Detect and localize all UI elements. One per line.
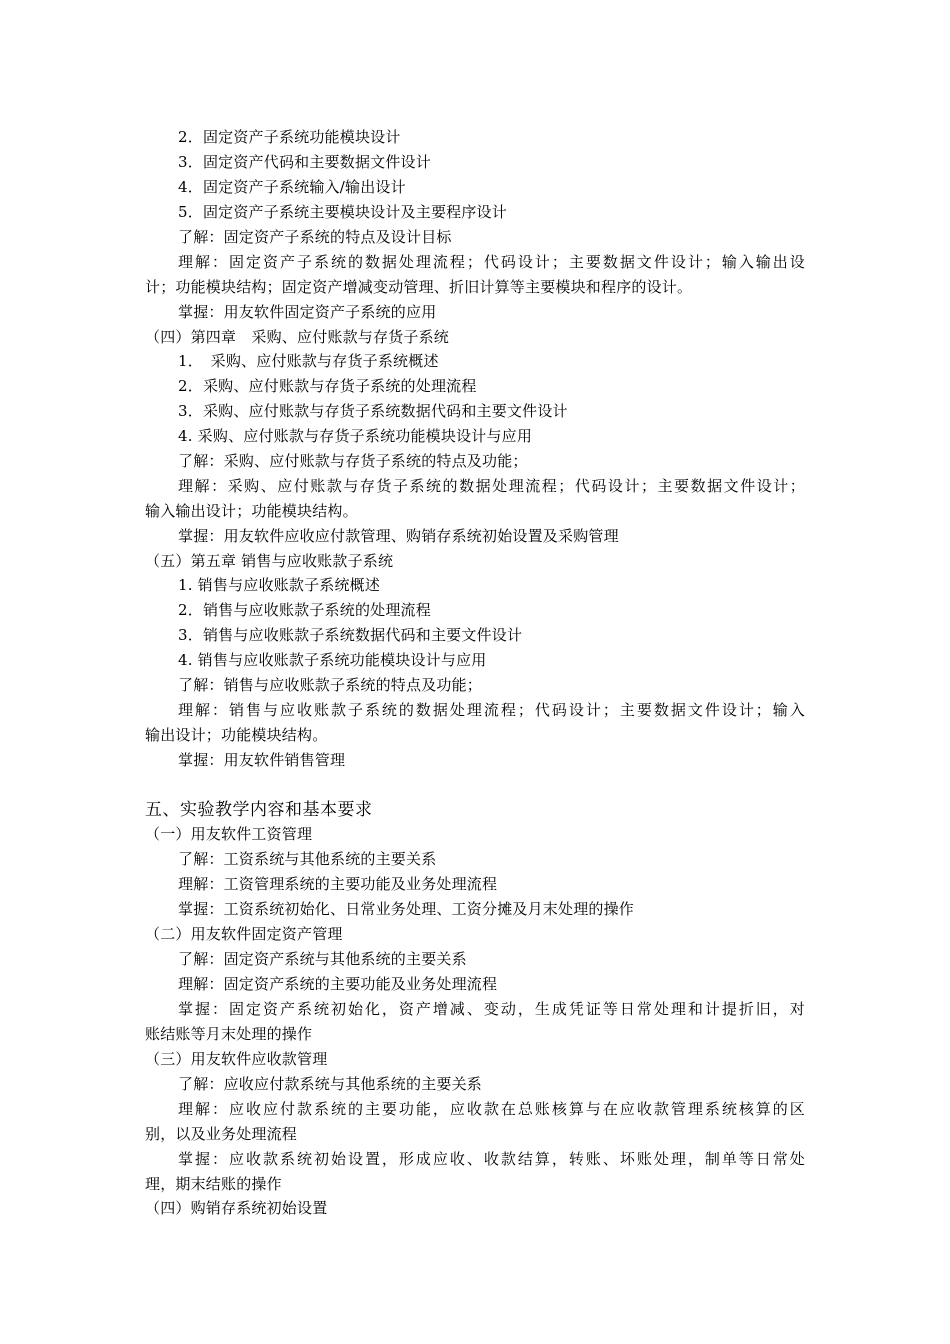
requirement-master: 掌握：用友软件固定资产子系统的应用 [178,303,437,321]
requirement-understand: 了解：固定资产子系统的特点及设计目标 [178,228,452,246]
list-item: 2．销售与应收账款子系统的处理流程 [178,601,431,619]
list-item: 4. 销售与应收账款子系统功能模块设计与应用 [178,651,487,669]
requirement-master: 掌握：工资系统初始化、日常业务处理、工资分摊及月末处理的操作 [178,900,635,918]
chapter-heading: （五）第五章 销售与应收账款子系统 [145,552,394,570]
requirement-comprehend-cont: 别，以及业务处理流程 [145,1125,298,1143]
list-item: 4．固定资产子系统输入/输出设计 [178,178,406,196]
list-item: 2．固定资产子系统功能模块设计 [178,128,401,146]
list-item: 1． 采购、应付账款与存货子系统概述 [178,352,439,370]
list-item: 3．采购、应付账款与存货子系统数据代码和主要文件设计 [178,402,568,420]
list-item: 4. 采购、应付账款与存货子系统功能模块设计与应用 [178,427,533,445]
requirement-master-cont: 账结账等月末处理的操作 [145,1025,313,1043]
requirement-master: 掌握：用友软件应收应付款管理、购销存系统初始设置及采购管理 [178,527,619,545]
list-item: 5．固定资产子系统主要模块设计及主要程序设计 [178,203,507,221]
requirement-comprehend: 理解：采购、应付账款与存货子系统的数据处理流程；代码设计；主要数据文件设计； [178,477,805,495]
requirement-comprehend-cont: 输出设计；功能模块结构。 [145,726,328,744]
requirement-master: 掌握：固定资产系统初始化，资产增减、变动，生成凭证等日常处理和计提折旧，对 [178,1000,805,1018]
requirement-comprehend-cont: 计；功能模块结构；固定资产增减变动管理、折旧计算等主要模块和程序的设计。 [145,278,693,296]
requirement-master-cont: 理，期末结账的操作 [145,1175,282,1193]
list-item: 2．采购、应付账款与存货子系统的处理流程 [178,377,477,395]
requirement-understand: 了解：销售与应收账款子系统的特点及功能； [178,676,483,694]
requirement-comprehend-cont: 输入输出设计；功能模块结构。 [145,502,358,520]
requirement-master: 掌握：用友软件销售管理 [178,751,346,769]
chapter-heading: （四）第四章 采购、应付账款与存货子系统 [145,328,450,346]
subsection-heading: （三）用友软件应收款管理 [145,1050,328,1068]
requirement-comprehend: 理解：固定资产子系统的数据处理流程；代码设计；主要数据文件设计；输入输出设 [178,253,805,271]
subsection-heading: （二）用友软件固定资产管理 [145,925,343,943]
requirement-comprehend: 理解：销售与应收账款子系统的数据处理流程；代码设计；主要数据文件设计；输入 [178,701,805,719]
list-item: 1. 销售与应收账款子系统概述 [178,576,381,594]
list-item: 3．固定资产代码和主要数据文件设计 [178,153,431,171]
requirement-master: 掌握：应收款系统初始设置，形成应收、收款结算，转账、坏账处理，制单等日常处 [178,1150,805,1168]
requirement-understand: 了解：采购、应付账款与存货子系统的特点及功能； [178,452,528,470]
section-heading: 五、实验教学内容和基本要求 [145,800,373,820]
requirement-comprehend: 理解：固定资产系统的主要功能及业务处理流程 [178,975,498,993]
requirement-understand: 了解：工资系统与其他系统的主要关系 [178,850,437,868]
list-item: 3．销售与应收账款子系统数据代码和主要文件设计 [178,626,523,644]
requirement-comprehend: 理解：应收应付款系统的主要功能，应收款在总账核算与在应收款管理系统核算的区 [178,1100,805,1118]
subsection-heading: （四）购销存系统初始设置 [145,1199,328,1217]
requirement-understand: 了解：应收应付款系统与其他系统的主要关系 [178,1075,483,1093]
requirement-comprehend: 理解：工资管理系统的主要功能及业务处理流程 [178,875,498,893]
subsection-heading: （一）用友软件工资管理 [145,825,313,843]
requirement-understand: 了解：固定资产系统与其他系统的主要关系 [178,950,467,968]
